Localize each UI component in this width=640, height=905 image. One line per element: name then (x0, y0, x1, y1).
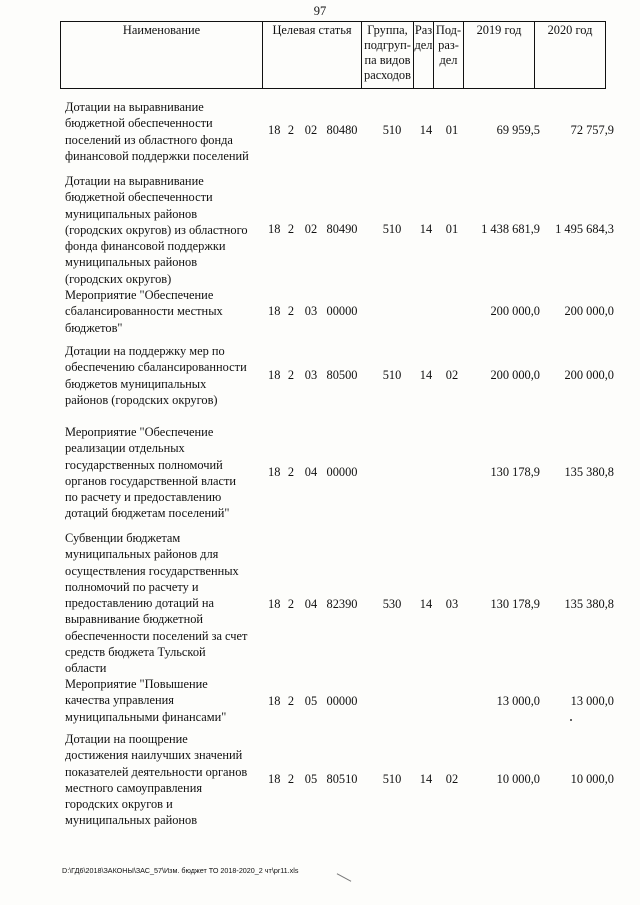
cs-event: 02 (304, 222, 318, 236)
section: 14 (419, 123, 433, 137)
cs-event: 04 (304, 465, 318, 479)
cs-program: 18 (268, 123, 281, 137)
row-name: Дотации на поощрение достижения наилучших значений показателей деятельности органов местного самоуправления городских округов и муниципальных районов (65, 732, 248, 828)
row-name: Дотации на выравнивание бюджетной обеспеченности поселений из областного фонда финансовой поддержки поселений (65, 100, 249, 163)
header-year-2019: 2019 год (464, 22, 535, 89)
cs-direction: 00000 (326, 465, 358, 479)
row-name: Мероприятие "Обеспечение сбалансированности местных бюджетов" (65, 288, 223, 335)
row-name: Мероприятие "Повышение качества управления муниципальными финансами" (65, 677, 227, 724)
cs-subprogram: 2 (287, 368, 295, 382)
cs-program: 18 (268, 772, 281, 786)
table-header (60, 21, 606, 89)
amount-2019: 130 178,9 (490, 597, 540, 611)
cs-direction: 00000 (326, 694, 358, 708)
subsection: 01 (445, 123, 459, 137)
subsection: 02 (445, 772, 459, 786)
cs-program: 18 (268, 694, 281, 708)
header-year-2020: 2020 год (535, 22, 606, 89)
amount-2020: 200 000,0 (564, 304, 614, 318)
cs-event: 03 (304, 368, 318, 382)
header-subsection: Под- раз- дел (434, 22, 464, 89)
section: 14 (419, 368, 433, 382)
footer-file-path: D:\ГД6\2018\ЗАКОНЫ\ЗАС_57\Изм. бюджет ТО 2018-2020_2 чт\pr11.xls (62, 866, 299, 875)
amount-2019: 1 438 681,9 (481, 222, 540, 236)
amount-2020: 200 000,0 (564, 368, 614, 382)
amount-2020: 1 495 684,3 (555, 222, 614, 236)
cs-event: 02 (304, 123, 318, 137)
cs-direction: 80500 (326, 368, 358, 382)
row-name: Мероприятие "Обеспечение реализации отдельных государственных полномочий органов государственной власти по расчету и предоставлению дотаций бюджетам поселений" (65, 425, 237, 521)
cs-direction: 80480 (326, 123, 358, 137)
cs-program: 18 (268, 597, 281, 611)
cs-program: 18 (268, 465, 281, 479)
cs-program: 18 (268, 304, 281, 318)
amount-2019: 10 000,0 (496, 772, 540, 786)
amount-2019: 200 000,0 (490, 368, 540, 382)
amount-2020: 10 000,0 (570, 772, 614, 786)
cs-event: 05 (304, 772, 318, 786)
row-name: Субвенции бюджетам муниципальных районов для осуществления государственных полномочий по расчету и предоставлению дотаций на выравнивание бюджетной обеспеченности поселений за счет средств бюджета Тульской области (65, 531, 248, 676)
amount-2020: 135 380,8 (564, 465, 614, 479)
header-name: Наименование (61, 22, 263, 89)
cs-subprogram: 2 (287, 694, 295, 708)
cs-direction: 80510 (326, 772, 358, 786)
amount-2020: 135 380,8 (564, 597, 614, 611)
amount-2019: 200 000,0 (490, 304, 540, 318)
amount-2019: 130 178,9 (490, 465, 540, 479)
cs-subprogram: 2 (287, 597, 295, 611)
cs-subprogram: 2 (287, 304, 295, 318)
section: 14 (419, 597, 433, 611)
header-target-article: Целевая статья (263, 22, 362, 89)
amount-2019: 69 959,5 (496, 123, 540, 137)
amount-2020: 72 757,9 (570, 123, 614, 137)
expense-group: 510 (382, 222, 402, 236)
cs-subprogram: 2 (287, 222, 295, 236)
subsection: 02 (445, 368, 459, 382)
cs-subprogram: 2 (287, 123, 295, 137)
header-section: Раз дел (414, 22, 434, 89)
cs-program: 18 (268, 368, 281, 382)
scan-artifact-dot (570, 719, 572, 721)
cs-event: 05 (304, 694, 318, 708)
section: 14 (419, 222, 433, 236)
cs-subprogram: 2 (287, 772, 295, 786)
row-name: Дотации на поддержку мер по обеспечению сбалансированности бюджетов муниципальных районов (городских округов) (65, 344, 247, 407)
expense-group: 510 (382, 368, 402, 382)
cs-event: 04 (304, 597, 318, 611)
amount-2020: 13 000,0 (570, 694, 614, 708)
row-name: Дотации на выравнивание бюджетной обеспеченности муниципальных районов (городских округов) из областного фонда финансовой поддержки муниципальных районов (городских округов) (65, 174, 248, 286)
scan-artifact-mark (337, 873, 352, 881)
page-number: 97 (313, 4, 327, 18)
subsection: 03 (445, 597, 459, 611)
cs-event: 03 (304, 304, 318, 318)
subsection: 01 (445, 222, 459, 236)
cs-subprogram: 2 (287, 465, 295, 479)
amount-2019: 13 000,0 (496, 694, 540, 708)
cs-direction: 00000 (326, 304, 358, 318)
section: 14 (419, 772, 433, 786)
expense-group: 510 (382, 772, 402, 786)
cs-direction: 82390 (326, 597, 358, 611)
expense-group: 510 (382, 123, 402, 137)
cs-direction: 80490 (326, 222, 358, 236)
header-expense-group: Группа, подгруп- па видов расходов (362, 22, 414, 89)
cs-program: 18 (268, 222, 281, 236)
expense-group: 530 (382, 597, 402, 611)
